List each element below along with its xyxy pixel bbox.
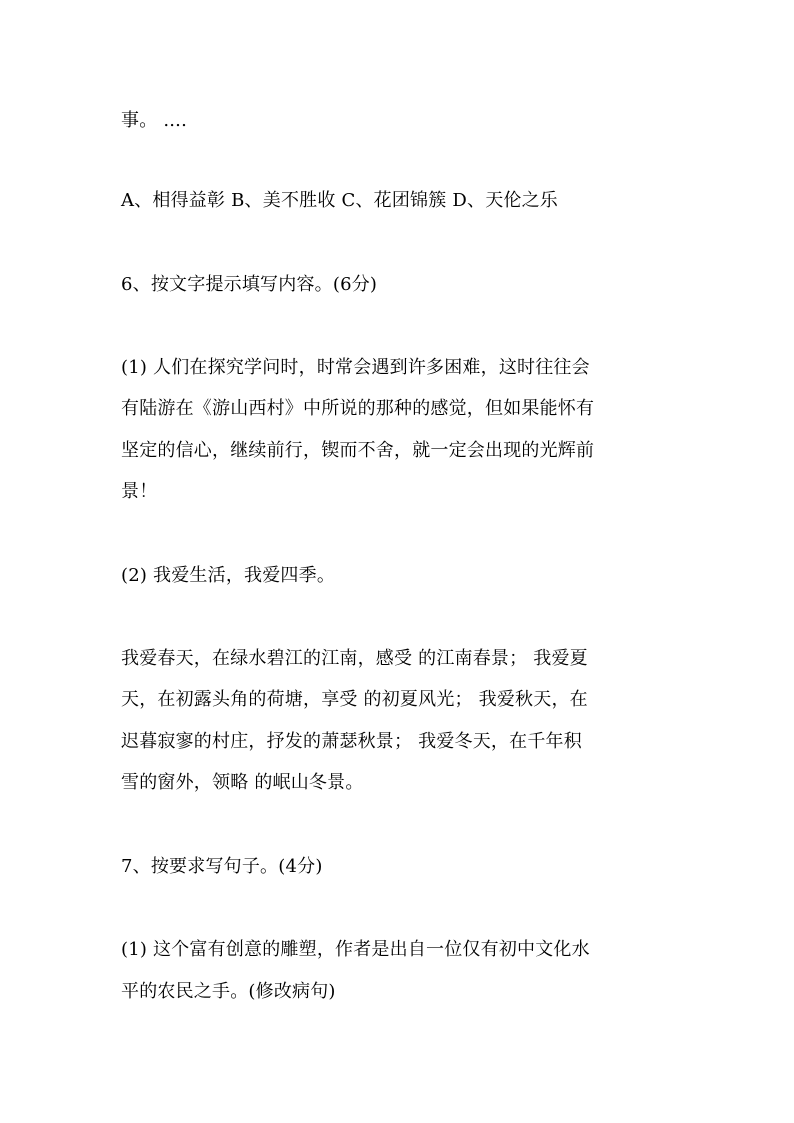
seasons-line-1: 我爱春天，在绿水碧江的江南，感受 的江南春景； 我爱夏 — [121, 648, 588, 669]
seasons-line-3: 迟暮寂寥的村庄，抒发的萧瑟秋景； 我爱冬天，在千年积 — [121, 731, 582, 752]
question-6-heading: 6、按文字提示填写内容。(6分) — [121, 274, 378, 295]
question-6-1-line-4: 景！ — [121, 481, 158, 502]
question-7-1-line-2: 平的农民之手。(修改病句) — [121, 981, 336, 1002]
question-6-1-line-1: (1) 人们在探究学问时，时常会遇到许多困难，这时往往会 — [121, 357, 590, 378]
seasons-line-2: 天，在初露头角的荷塘，享受 的初夏风光； 我爱秋天，在 — [121, 689, 588, 710]
question-7-1-line-1: (1) 这个富有创意的雕塑，作者是出自一位仅有初中文化水 — [121, 939, 590, 960]
question-6-2-heading: (2) 我爱生活，我爱四季。 — [121, 565, 336, 586]
question-6-1-line-2: 有陆游在《游山西村》中所说的那种的感觉，但如果能怀有 — [121, 398, 595, 419]
choice-options-line: A、相得益彰 B、美不胜收 C、花团锦簇 D、天伦之乐 — [121, 190, 558, 211]
question-6-1-line-3: 坚定的信心，继续前行，锲而不舍，就一定会出现的光辉前 — [121, 440, 595, 461]
text-line-1: 事。 .... — [121, 110, 188, 131]
seasons-line-4: 雪的窗外，领略 的岷山冬景。 — [121, 772, 364, 793]
question-7-heading: 7、按要求写句子。(4分) — [121, 856, 323, 877]
